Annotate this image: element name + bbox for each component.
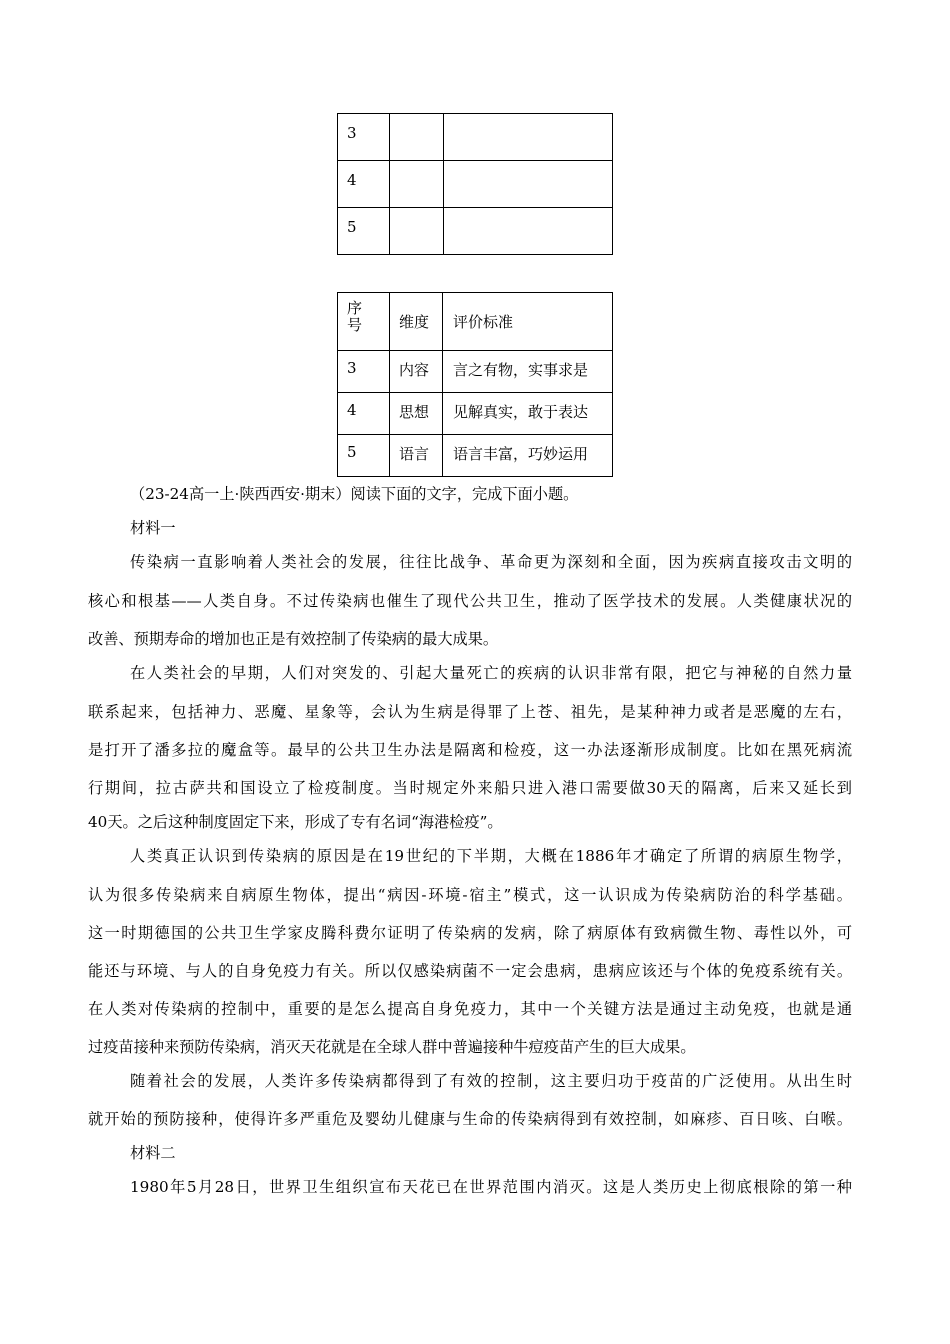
header-number bbox=[338, 293, 390, 351]
table-row bbox=[338, 351, 613, 393]
table-cell-number: 4 bbox=[338, 161, 390, 208]
paragraph-line: 1980年5月28日，世界卫生组织宣布天花已在世界范围内消灭。这是人类历史上彻底根除的第一种 bbox=[130, 1178, 852, 1196]
table-cell-number: 5 bbox=[338, 435, 390, 477]
paragraph-line: 过疫苗接种来预防传染病，消灭天花就是在全球人群中普遍接种牛痘疫苗产生的巨大成果。 bbox=[88, 1038, 696, 1056]
table-cell-dimension: 语言 bbox=[390, 435, 443, 477]
table-cell-dimension: 思想 bbox=[390, 393, 443, 435]
table-row bbox=[338, 161, 613, 208]
table-cell-number: 5 bbox=[338, 208, 390, 255]
paragraph-line: 传染病一直影响着人类社会的发展，往往比战争、革命更为深刻和全面，因为疾病直接攻击文明的 bbox=[130, 553, 852, 571]
header-standard: 评价标准 bbox=[443, 293, 613, 351]
table-cell-number: 3 bbox=[338, 351, 390, 393]
paragraph-line: 核心和根基——人类自身。不过传染病也催生了现代公共卫生，推动了医学技术的发展。人类健康状况的 bbox=[88, 592, 852, 610]
table-header-row bbox=[338, 293, 613, 351]
material-two-title: 材料二 bbox=[130, 1144, 176, 1162]
paragraph-line: 人类真正认识到传染病的原因是在19世纪的下半期，大概在1886年才确定了所谓的病原生物学， bbox=[130, 847, 852, 865]
paragraph-line: 在人类对传染病的控制中，重要的是怎么提高自身免疫力，其中一个关键方法是通过主动免疫，也就是通 bbox=[88, 1000, 852, 1018]
paragraph-line: 行期间，拉古萨共和国设立了检疫制度。当时规定外来船只进入港口需要做30天的隔离，后来又延长到 bbox=[88, 779, 852, 797]
table-row bbox=[338, 208, 613, 255]
table-cell-standard bbox=[444, 114, 613, 161]
table-cell-standard: 语言丰富，巧妙运用 bbox=[443, 435, 613, 477]
question-intro: （23-24高一上·陕西西安·期末）阅读下面的文字，完成下面小题。 bbox=[130, 485, 579, 503]
table-cell-number: 4 bbox=[338, 393, 390, 435]
table-cell-standard bbox=[444, 161, 613, 208]
paragraph-line: 能还与环境、与人的自身免疫力有关。所以仅感染病菌不一定会患病，患病应该还与个体的免疫系统有关。 bbox=[88, 962, 852, 980]
table-row bbox=[338, 393, 613, 435]
table-cell-standard: 见解真实，敢于表达 bbox=[443, 393, 613, 435]
blank-evaluation-table bbox=[337, 113, 613, 255]
paragraph-line: 联系起来，包括神力、恶魔、星象等，会认为生病是得罪了上苍、祖先，是某种神力或者是恶魔的左右， bbox=[88, 703, 852, 721]
table-cell-standard bbox=[444, 208, 613, 255]
paragraph-line: 就开始的预防接种，使得许多严重危及婴幼儿健康与生命的传染病得到有效控制，如麻疹、百日咳、白喉。 bbox=[88, 1110, 852, 1128]
paragraph-line: 是打开了潘多拉的魔盒等。最早的公共卫生办法是隔离和检疫，这一办法逐渐形成制度。比如在黑死病流 bbox=[88, 741, 852, 759]
table-cell-dimension bbox=[390, 161, 444, 208]
paragraph-line: 认为很多传染病来自病原生物体，提出“病因-环境-宿主”模式，这一认识成为传染病防治的科学基础。 bbox=[88, 886, 852, 904]
paragraph-line: 改善、预期寿命的增加也正是有效控制了传染病的最大成果。 bbox=[88, 630, 499, 648]
paragraph-line: 随着社会的发展，人类许多传染病都得到了有效的控制，这主要归功于疫苗的广泛使用。从出生时 bbox=[130, 1072, 852, 1090]
table-cell-number: 3 bbox=[338, 114, 390, 161]
table-cell-dimension bbox=[390, 208, 444, 255]
table-row bbox=[338, 114, 613, 161]
header-dimension: 维度 bbox=[390, 293, 443, 351]
evaluation-criteria-table bbox=[337, 292, 613, 477]
paragraph-line: 在人类社会的早期，人们对突发的、引起大量死亡的疾病的认识非常有限，把它与神秘的自然力量 bbox=[130, 664, 852, 682]
table-cell-dimension: 内容 bbox=[390, 351, 443, 393]
header-number-label: 序号 bbox=[347, 299, 363, 334]
paragraph-line: 这一时期德国的公共卫生学家皮腾科费尔证明了传染病的发病，除了病原体有致病微生物、毒性以外，可 bbox=[88, 924, 852, 942]
paragraph-line: 40天。之后这种制度固定下来，形成了专有名词“海港检疫”。 bbox=[88, 813, 503, 831]
table-row bbox=[338, 435, 613, 477]
material-one-title: 材料一 bbox=[130, 519, 176, 537]
table-cell-standard: 言之有物，实事求是 bbox=[443, 351, 613, 393]
table-cell-dimension bbox=[390, 114, 444, 161]
